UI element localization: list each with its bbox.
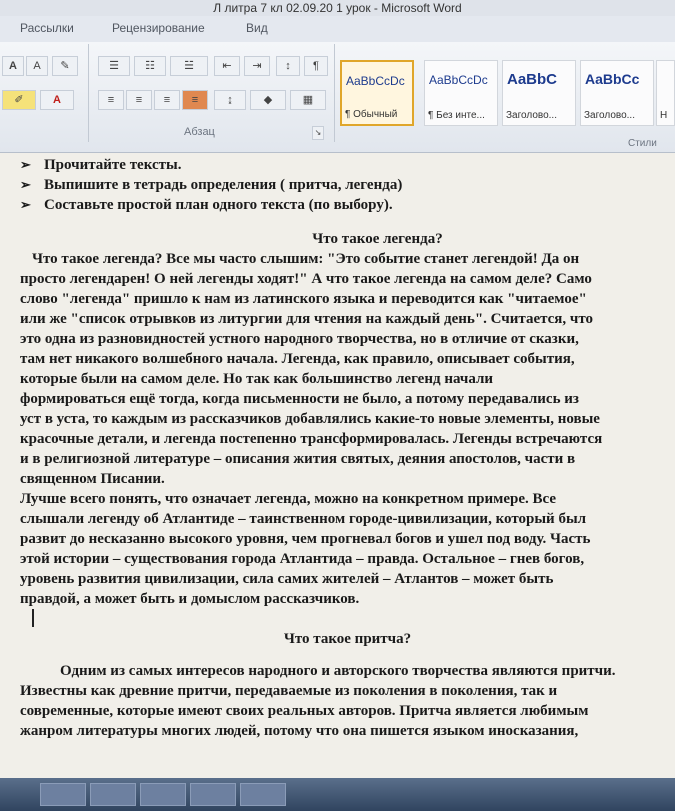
paragraph-line: которые были на самом деле. Но так как большинство легенд начали [20, 371, 494, 387]
taskbar-app-button[interactable] [90, 783, 136, 806]
style-sample: AaBbC [507, 71, 558, 88]
document-text [20, 155, 675, 741]
paragraph-line: правдой, а может быть и домыслом рассказчиков. [20, 591, 360, 607]
grow-font-icon[interactable]: A [2, 56, 24, 76]
tab-mailings[interactable]: Рассылки [20, 21, 74, 35]
borders-icon[interactable]: ▦ [290, 90, 326, 110]
arrow-bullet-icon: ➢ [20, 157, 31, 172]
paragraph-line: развит до несказанно высокого уровня, чем прогневал богов и ушел под воду. Часть [20, 531, 591, 547]
paragraph-line: Одним из самых интересов народного и авторского творчества являются притчи. [60, 663, 616, 679]
window-title: Л литра 7 кл 02.09.20 1 урок - Microsoft Word [0, 0, 675, 16]
style-sample: AaBbCcDc [429, 73, 488, 87]
list-item-text: Прочитайте тексты. [44, 157, 182, 173]
paragraph-line: современные, которые имеют своих реальных авторов. Притча является любимым [20, 703, 589, 719]
group-separator [88, 44, 89, 142]
paragraph-line: священном Писании. [20, 471, 165, 487]
sort-icon[interactable]: ↕ [276, 56, 300, 76]
paragraph-line: или же "список отрывков из литургии для чтения на каждый день". Считается, что [20, 311, 594, 327]
style-name: ¶ Без инте... [428, 110, 485, 121]
paragraph-dialog-launcher-icon[interactable]: ↘ [312, 126, 324, 140]
list-item [20, 155, 675, 175]
paragraph-line: красочные детали, и легенда постепенно трансформировалась. Легенды встречаются [20, 431, 603, 447]
style-no-spacing[interactable] [424, 60, 498, 126]
shrink-font-icon[interactable]: A [26, 56, 48, 76]
ribbon-tab-bar [0, 16, 675, 43]
style-normal[interactable] [340, 60, 414, 126]
tab-view[interactable]: Вид [246, 21, 268, 35]
style-name: Заголово... [506, 110, 557, 121]
taskbar-app-button[interactable] [140, 783, 186, 806]
shading-icon[interactable]: ◆ [250, 90, 286, 110]
style-sample: AaBbCcDc [346, 74, 405, 88]
text-cursor [32, 609, 34, 627]
list-item [20, 195, 675, 215]
taskbar [0, 778, 675, 811]
style-heading-1[interactable] [502, 60, 576, 126]
paragraph-line: там нет никакого волшебного начала. Легенда, как правило, описывает события, [20, 351, 575, 367]
bullets-icon[interactable]: ☰ [98, 56, 130, 76]
numbering-icon[interactable]: ☷ [134, 56, 166, 76]
taskbar-app-button[interactable] [40, 783, 86, 806]
list-item-text: Выпишите в тетрадь определения ( притча, легенда) [44, 177, 403, 193]
paragraph-line: просто легендарен! О ней легенды ходят!" А что такое легенда на самом деле? Само [20, 271, 592, 287]
show-marks-icon[interactable]: ¶ [304, 56, 328, 76]
font-color-icon[interactable]: A [40, 90, 74, 110]
multilevel-list-icon[interactable]: ☱ [170, 56, 208, 76]
paragraph-line: слово "легенда" пришло к нам из латинского языка и переводится как "читаемое" [20, 291, 587, 307]
clear-formatting-icon[interactable]: ✎ [52, 56, 78, 76]
paragraph-line: и в религиозной литературе – описания жития святых, деяния апостолов, части в [20, 451, 576, 467]
line-spacing-icon[interactable]: ↨ [214, 90, 246, 110]
list-item-text: Составьте простой план одного текста (по выбору). [44, 197, 393, 213]
arrow-bullet-icon: ➢ [20, 197, 31, 212]
align-left-icon[interactable]: ≡ [98, 90, 124, 110]
taskbar-app-button[interactable] [190, 783, 236, 806]
style-name: Заголово... [584, 110, 635, 121]
increase-indent-icon[interactable]: ⇥ [244, 56, 270, 76]
heading-parable: Что такое притча? [283, 631, 412, 647]
ribbon [0, 42, 675, 153]
align-right-icon[interactable]: ≡ [154, 90, 180, 110]
style-name: Н [660, 110, 668, 121]
styles-group-label: Стили [628, 138, 657, 149]
list-item [20, 175, 675, 195]
paragraph-line: слышали легенду об Атлантиде – таинственном городе-цивилизации, который был [20, 511, 587, 527]
decrease-indent-icon[interactable]: ⇤ [214, 56, 240, 76]
document-page[interactable] [0, 153, 675, 778]
paragraph-line: жанром литературы многих людей, потому что она пишется языком иносказания, [20, 723, 579, 739]
heading-legend: Что такое легенда? [312, 231, 443, 247]
paragraph-line: этой истории – существования города Атлантида – правда. Остальное – гнев богов, [20, 551, 585, 567]
paragraph-line: Лучше всего понять, что означает легенда, можно на конкретном примере. Все [20, 491, 557, 507]
align-center-icon[interactable]: ≡ [126, 90, 152, 110]
paragraph-line: уровень развития цивилизации, сила самих жителей – Атлантов – может быть [20, 571, 554, 587]
style-title[interactable] [656, 60, 675, 126]
tab-review[interactable]: Рецензирование [112, 21, 205, 35]
style-heading-2[interactable] [580, 60, 654, 126]
paragraph-line: Известны как древние притчи, передаваемые из поколения в поколения, так и [20, 683, 558, 699]
paragraph-line: это одна из разновидностей устного народного творчества, но в отличие от сказки, [20, 331, 579, 347]
group-separator [334, 44, 335, 142]
taskbar-app-button[interactable] [240, 783, 286, 806]
paragraph-group-label: Абзац [184, 126, 215, 138]
justify-icon[interactable]: ≡ [182, 90, 208, 110]
highlight-color-icon[interactable]: ✐ [2, 90, 36, 110]
paragraph-line: Что такое легенда? Все мы часто слышим: "Это событие станет легендой! Да он [32, 251, 580, 267]
arrow-bullet-icon: ➢ [20, 177, 31, 192]
style-name: ¶ Обычный [345, 109, 398, 120]
style-sample: AaBbCc [585, 71, 640, 87]
paragraph-line: формироваться ещё тогда, когда письменности не было, а потому передавались из [20, 391, 579, 407]
paragraph-line: уст в уста, то каждым из рассказчиков добавлялись какие-то новые элементы, новые [20, 411, 600, 427]
